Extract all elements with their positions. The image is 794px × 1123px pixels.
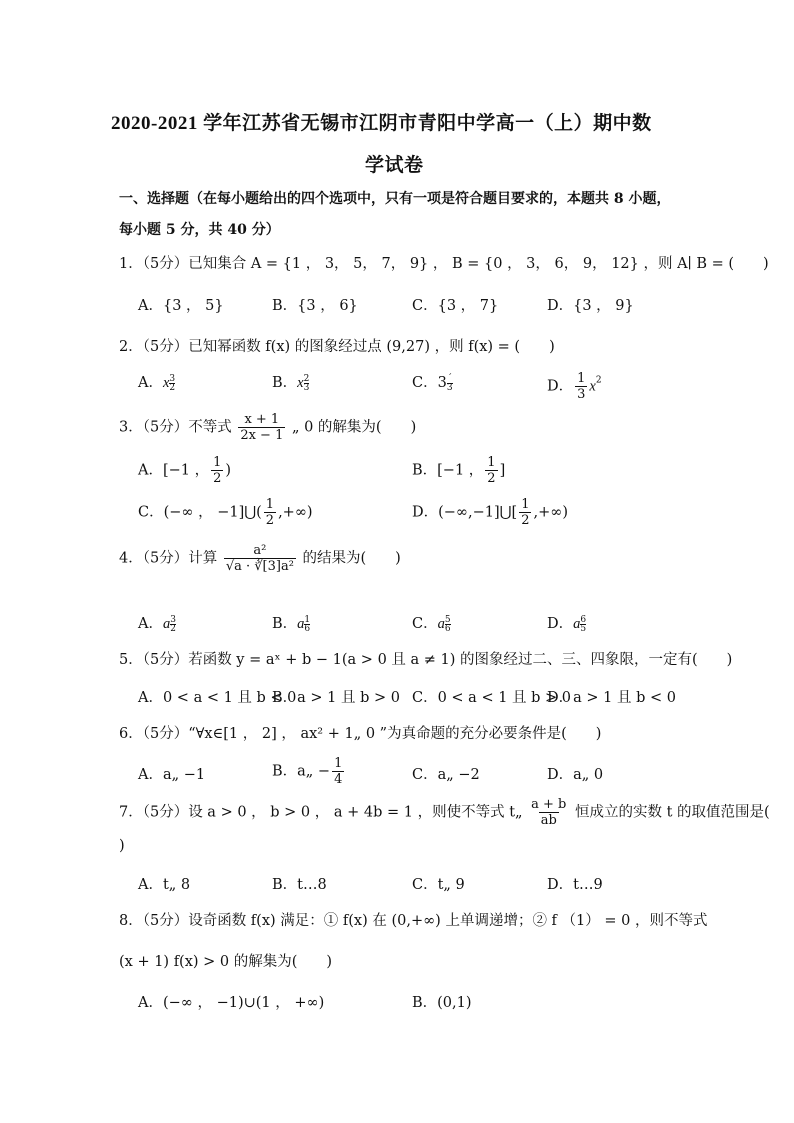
q4-option-a-base: a — [162, 616, 171, 632]
q4-option-c-exp-den: 6 — [444, 624, 451, 634]
q8-option-a: A．(−∞ ， −1)∪(1 ， +∞) — [138, 995, 325, 1011]
q3-option-c-pre: C．(−∞ ， −1]⋃( — [138, 504, 262, 521]
q3-option-b-num: 1 — [487, 455, 496, 470]
q3-option-b — [412, 455, 505, 486]
question-7-prefix: 7．（5分）设 a > 0 ， b > 0 ， a + 4b = 1 ，则使不等式 t„ — [119, 804, 523, 821]
q4-option-b-exp — [304, 616, 310, 633]
q6-option-b-pre: B．a„ − — [272, 763, 331, 780]
q4-option-c-label: C． — [412, 616, 438, 632]
q3-option-a-pre: A．[−1 ， — [138, 462, 210, 479]
question-7-line2: ) — [119, 838, 125, 854]
q2-option-c-label: C． — [412, 375, 438, 391]
q2-option-d-coef — [575, 371, 587, 402]
question-1 — [119, 252, 769, 273]
q2-option-c-exp-den: 3 — [446, 383, 453, 393]
q5-option-c: C．0 < a < 1 且 b > 0 — [412, 690, 572, 706]
q2-option-b-exp — [304, 375, 310, 392]
page-title-line1: 2020-2021 学年江苏省无锡市江阴市青阳中学高一（上）期中数 — [111, 113, 652, 134]
question-3-fraction — [238, 412, 285, 443]
q4-option-c-exp-num: 5 — [444, 615, 451, 625]
q2-option-d-coef-den: 3 — [577, 387, 586, 402]
page-title-line2: 学试卷 — [365, 155, 424, 176]
q4-option-b-exp-num: 1 — [304, 615, 311, 625]
q6-option-d: D．a„ 0 — [547, 767, 604, 783]
q6-option-a: A．a„ −1 — [138, 767, 206, 783]
question-3 — [119, 412, 416, 443]
q4-option-a-exp-num: 3 — [170, 615, 176, 625]
q2-option-c — [412, 371, 453, 392]
q4-option-b — [272, 612, 310, 633]
q2-option-d — [547, 371, 602, 402]
q3-option-d-num: 1 — [521, 497, 530, 512]
q8-option-b: B．(0,1) — [412, 995, 472, 1011]
q2-option-b-exp-num: 2 — [303, 374, 310, 384]
q4-option-a-label: A． — [138, 616, 163, 632]
q6-option-c: C．a„ −2 — [412, 767, 480, 783]
q2-option-a-exp-den: 2 — [169, 383, 176, 393]
q4-option-a-exp-den: 2 — [170, 624, 176, 634]
q6-option-b-den: 4 — [334, 772, 343, 787]
q3-option-a-den: 2 — [213, 471, 222, 486]
question-4-suffix: 的结果为( ) — [302, 550, 401, 567]
question-4-frac-num: a² — [253, 543, 267, 558]
q3-option-a-frac — [211, 455, 223, 486]
question-7 — [119, 797, 770, 828]
q2-option-b-label: B． — [272, 375, 298, 391]
question-4 — [119, 543, 401, 574]
question-7-frac-num: a + b — [531, 797, 567, 812]
q7-option-d: D．t…9 — [547, 877, 603, 893]
q2-option-a — [138, 371, 175, 392]
q3-option-a — [138, 455, 231, 486]
question-1-expr: A = {1 ， 3， 5， 7， 9} ， B = {0 ， 3， 6， 9， 12} ，则 A∣ B = ( ) — [250, 256, 769, 272]
question-7-frac-den: ab — [540, 813, 557, 828]
question-7-suffix: 恒成立的实数 t 的取值范围是( — [574, 804, 770, 821]
q4-option-c-exp — [445, 616, 451, 633]
question-3-suffix: „ 0 的解集为( ) — [291, 419, 417, 436]
q3-option-c-den: 2 — [265, 513, 275, 528]
q4-option-b-base: a — [297, 616, 305, 632]
q2-option-a-base: x — [162, 375, 170, 391]
q2-option-b — [272, 371, 309, 392]
q4-option-b-exp-den: 6 — [304, 624, 311, 634]
q4-option-d-exp-num: 6 — [580, 615, 587, 625]
q2-option-b-exp-den: 3 — [303, 383, 310, 393]
q3-option-d-pre: D．(−∞,−1]⋃[ — [412, 504, 518, 521]
question-2: 2．（5分）已知幂函数 f(x) 的图象经过点 (9,27) ，则 f(x) = ( ) — [119, 339, 555, 355]
q1-option-d: D．{3 ， 9} — [547, 298, 634, 314]
q5-option-d: D．a > 1 且 b < 0 — [547, 690, 676, 706]
q2-option-c-exp-num: ˊ — [447, 374, 452, 384]
q7-option-a: A．t„ 8 — [138, 877, 191, 893]
question-4-fraction — [224, 543, 296, 574]
question-6: 6．（5分）“∀x∈[1 ， 2] ， ax² + 1„ 0 ”为真命题的充分必要条件是( ) — [119, 726, 602, 742]
q3-option-c-num: 1 — [265, 497, 275, 512]
q3-option-d-den: 2 — [521, 513, 530, 528]
q4-option-d-base: a — [573, 616, 581, 632]
section-heading-line2: 每小题 5 分，共 40 分） — [119, 222, 280, 238]
question-5: 5．（5分）若函数 y = aˣ + b − 1(a > 0 且 a ≠ 1) 的图象经过二、三、四象限，一定有( ) — [119, 652, 733, 668]
q2-option-d-exp: 2 — [595, 375, 602, 386]
q7-option-c: C．t„ 9 — [412, 877, 465, 893]
q1-option-a: A．{3 ， 5} — [138, 298, 224, 314]
q2-option-a-exp — [169, 375, 175, 392]
q2-option-a-label: A． — [138, 375, 163, 391]
q2-option-c-exp — [447, 375, 453, 392]
section-heading-line1: 一、选择题（在每小题给出的四个选项中，只有一项是符合题目要求的，本题共 8 小题， — [119, 191, 671, 207]
q3-option-a-post: ) — [225, 462, 232, 479]
q3-option-d-frac — [519, 497, 531, 528]
q4-option-c-base: a — [437, 616, 445, 632]
q2-option-c-base: 3 — [437, 375, 447, 391]
q3-option-b-frac — [485, 455, 497, 486]
q6-option-b-frac — [332, 756, 344, 787]
q6-option-b-num: 1 — [334, 756, 343, 771]
q4-option-d — [547, 612, 586, 633]
q4-option-d-exp-den: 5 — [580, 624, 587, 634]
question-3-frac-num: x + 1 — [244, 412, 280, 427]
question-4-frac-den: √a · ∛[3]a² — [225, 559, 294, 574]
q2-option-d-base: x — [589, 378, 596, 395]
q3-option-a-num: 1 — [213, 455, 222, 470]
question-7-fraction — [529, 797, 568, 828]
q4-option-c — [412, 612, 451, 633]
q7-option-b: B．t…8 — [272, 877, 327, 893]
q2-option-d-coef-num: 1 — [577, 371, 586, 386]
q1-option-c: C．{3 ， 7} — [412, 298, 499, 314]
q6-option-b — [272, 756, 346, 787]
question-4-prefix: 4．（5分）计算 — [119, 550, 218, 567]
q2-option-a-exp-num: 3 — [169, 374, 176, 384]
question-8: 8．（5分）设奇函数 f(x) 满足：① f(x) 在 (0,+∞) 上单调递增；② f （1） = 0 ，则不等式 — [119, 913, 708, 929]
q3-option-d-post: ,+∞) — [533, 504, 568, 521]
q4-option-b-label: B． — [272, 616, 298, 632]
question-3-prefix: 3．（5分）不等式 — [119, 419, 232, 436]
question-8-line2: (x + 1) f(x) > 0 的解集为( ) — [119, 954, 333, 970]
q3-option-b-pre: B．[−1 ， — [412, 462, 484, 479]
q4-option-d-exp — [580, 616, 586, 633]
q3-option-d — [412, 497, 568, 528]
q3-option-b-post: ] — [499, 462, 506, 479]
q5-option-a: A．0 < a < 1 且 b < 0 — [138, 690, 297, 706]
q3-option-b-den: 2 — [487, 471, 496, 486]
q4-option-a-exp — [170, 616, 176, 633]
q3-option-c — [138, 497, 313, 528]
q5-option-b: B．a > 1 且 b > 0 — [272, 690, 400, 706]
q2-option-b-base: x — [297, 375, 304, 391]
q3-option-c-frac — [264, 497, 276, 528]
q4-option-a — [138, 612, 176, 633]
question-3-frac-den: 2x − 1 — [240, 428, 284, 443]
q4-option-d-label: D． — [547, 616, 574, 632]
q1-option-b: B．{3 ， 6} — [272, 298, 358, 314]
q3-option-c-post: ,+∞) — [278, 504, 313, 521]
q2-option-d-label: D． — [547, 378, 574, 395]
question-1-prefix: 1．（5分）已知集合 — [119, 256, 247, 272]
